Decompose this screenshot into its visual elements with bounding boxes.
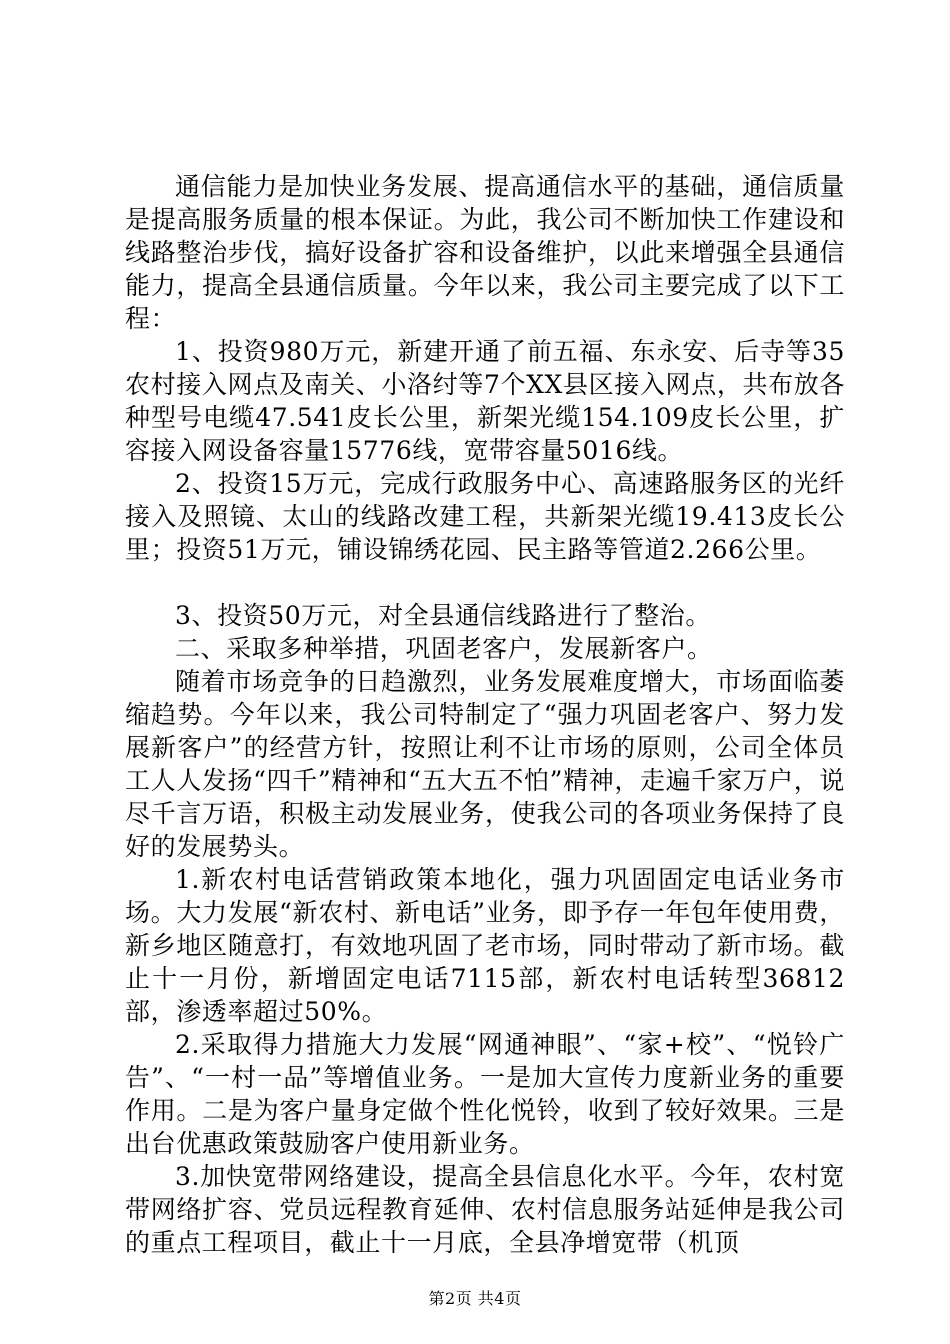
paragraph-point-3: 3.加快宽带网络建设，提高全县信息化水平。今年，农村宽带网络扩容、党员远程教育延伸、农村信息服务站延伸是我公司的重点工程项目，截止十一月底，全县净增宽带（机顶 <box>125 1162 845 1257</box>
section-heading-2: 二、采取多种举措，巩固老客户，发展新客户。 <box>175 634 713 663</box>
paragraph-market: 随着市场竞争的日趋激烈，业务发展难度增大，市场面临萎缩趋势。今年以来，我公司特制定了“强力巩固老客户、努力发展新客户”的经营方针，按照让利不让市场的原则，公司全体员工人人发扬“四千”精神和“五大五不怕”精神，走遍千家万户，说尽千言万语，积极主动发展业务，使我公司的各项业务保持了良好的发展势头。 <box>125 667 845 861</box>
document-body <box>125 170 845 1259</box>
paragraph-item-1: 1、投资980万元，新建开通了前五福、东永安、后寺等35农村接入网点及南关、小洛纣等7个XX县区接入网点，共布放各种型号电缆47.541皮长公里，新架光缆154.109皮长公里，扩容接入网设备容量15776线，宽带容量5016线。 <box>125 337 845 465</box>
paragraph-point-1: 1.新农村电话营销政策本地化，强力巩固固定电话业务市场。大力发展“新农村、新电话”业务，即予存一年包年使用费，新乡地区随意打，有效地巩固了老市场，同时带动了新市场。截止十一月份，新增固定电话7115部，新农村电话转型36812部，渗透率超过50%。 <box>125 865 845 1026</box>
paragraph-item-2: 2、投资15万元，完成行政服务中心、高速路服务区的光纤接入及照镜、太山的线路改建工程，共新架光缆19.413皮长公里；投资51万元，铺设锦绣花园、民主路等管道2.266公里。 <box>125 469 845 564</box>
page-number-footer: 第2页 共4页 <box>428 1289 522 1308</box>
paragraph-point-2: 2.采取得力措施大力发展“网通神眼”、“家+校”、“悦铃广告”、“一村一品”等增值业务。一是加大宣传力度新业务的重要作用。二是为客户量身定做个性化悦铃，收到了较好效果。三是出台优惠政策鼓励客户使用新业务。 <box>125 1030 845 1158</box>
paragraph-item-3: 3、投资50万元，对全县通信线路进行了整治。 <box>175 601 711 630</box>
paragraph-intro: 通信能力是加快业务发展、提高通信水平的基础，通信质量是提高服务质量的根本保证。为此，我公司不断加快工作建设和线路整治步伐，搞好设备扩容和设备维护，以此来增强全县通信能力，提高全县通信质量。今年以来，我公司主要完成了以下工程： <box>125 172 845 333</box>
